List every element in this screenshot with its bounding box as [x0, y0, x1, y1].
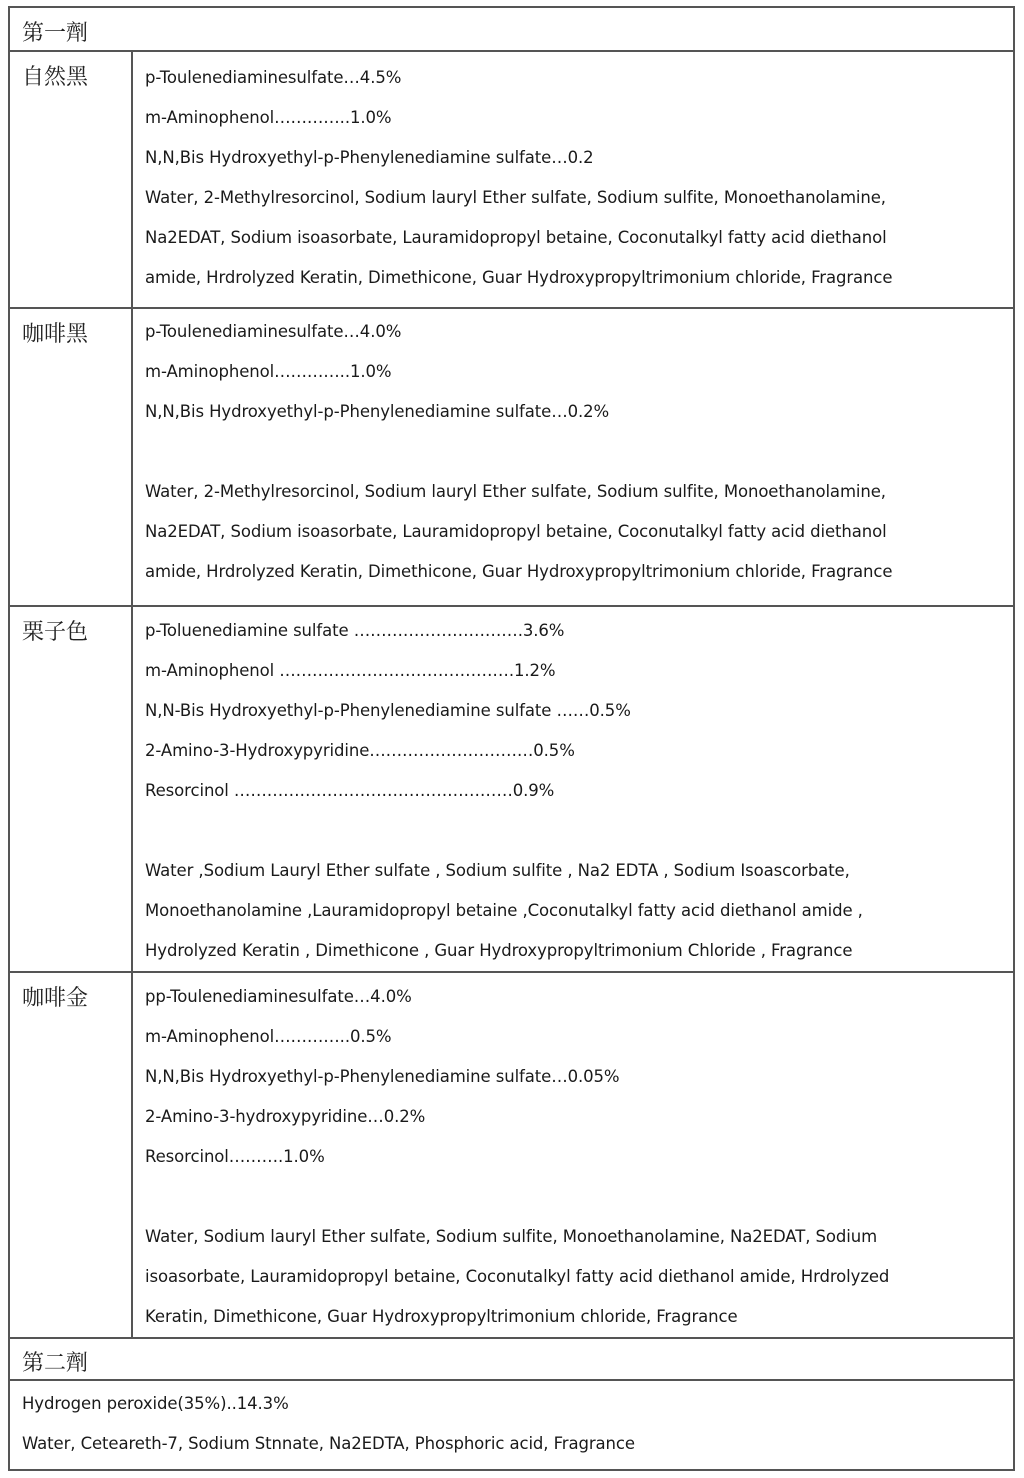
product-name: 咖啡黑	[22, 322, 89, 347]
ingredient-line: m-Aminophenol…………..1.0%	[145, 362, 392, 381]
ingredient-line: amide, Hrdrolyzed Keratin, Dimethicone, Guar Hydroxypropyltrimonium chloride, Fragrance	[145, 268, 893, 287]
product-row	[10, 973, 1013, 1339]
column-divider	[131, 973, 133, 1337]
product-row	[10, 607, 1013, 973]
ingredient-list	[145, 58, 993, 298]
ingredient-line: N,N,Bis Hydroxyethyl-p-Phenylenediamine sulfate…0.2	[145, 148, 594, 167]
ingredient-line: Resorcinol……….1.0%	[145, 1147, 325, 1166]
ingredient-line: N,N,Bis Hydroxyethyl-p-Phenylenediamine sulfate…0.05%	[145, 1067, 620, 1086]
section2-title: 第二劑	[22, 1351, 89, 1376]
section1-title: 第一劑	[22, 21, 89, 46]
section2-header	[10, 1339, 1013, 1381]
ingredient-line: N,N-Bis Hydroxyethyl-p-Phenylenediamine sulfate ……0.5%	[145, 701, 631, 720]
ingredient-line: Monoethanolamine ,Lauramidopropyl betaine ,Coconutalkyl fatty acid diethanol amide ,	[145, 901, 863, 920]
ingredient-line: Water ,Sodium Lauryl Ether sulfate , Sodium sulfite , Na2 EDTA , Sodium Isoascorbate,	[145, 861, 850, 880]
ingredient-line: Na2EDAT, Sodium isoasorbate, Lauramidopropyl betaine, Coconutalkyl fatty acid diethanol	[145, 522, 887, 541]
ingredient-line: p-Toluenediamine sulfate ………………………….3.6%	[145, 621, 565, 640]
ingredient-list	[145, 611, 993, 971]
ingredient-line: Water, 2-Methylresorcinol, Sodium lauryl Ether sulfate, Sodium sulfite, Monoethanolamine,	[145, 188, 886, 207]
section2-ingredient-list	[22, 1384, 993, 1464]
ingredient-line: Na2EDAT, Sodium isoasorbate, Lauramidopropyl betaine, Coconutalkyl fatty acid diethanol	[145, 228, 887, 247]
ingredient-line: m-Aminophenol …………………………………….1.2%	[145, 661, 556, 680]
section1-header	[10, 8, 1013, 52]
product-row	[10, 309, 1013, 607]
ingredient-list	[145, 312, 993, 592]
column-divider	[131, 607, 133, 971]
blank-line	[145, 432, 993, 472]
ingredient-line: amide, Hrdrolyzed Keratin, Dimethicone, Guar Hydroxypropyltrimonium chloride, Fragrance	[145, 562, 893, 581]
ingredient-line: Hydrogen peroxide(35%)..14.3%	[22, 1394, 289, 1413]
column-divider	[131, 52, 133, 307]
ingredient-list	[145, 977, 993, 1337]
ingredient-line: 2-Amino-3-hydroxypyridine…0.2%	[145, 1107, 426, 1126]
product-row	[10, 52, 1013, 309]
ingredient-line: Hydrolyzed Keratin , Dimethicone , Guar Hydroxypropyltrimonium Chloride , Fragrance	[145, 941, 853, 960]
ingredient-line: Water, 2-Methylresorcinol, Sodium lauryl Ether sulfate, Sodium sulfite, Monoethanolamine,	[145, 482, 886, 501]
product-name: 栗子色	[22, 620, 89, 645]
product-name: 自然黑	[22, 65, 89, 90]
ingredient-line: Water, Sodium lauryl Ether sulfate, Sodium sulfite, Monoethanolamine, Na2EDAT, Sodium	[145, 1227, 878, 1246]
ingredient-line: p-Toulenediaminesulfate…4.0%	[145, 322, 402, 341]
ingredient-line: 2-Amino-3-Hydroxypyridine…………………………0.5%	[145, 741, 575, 760]
column-divider	[131, 309, 133, 605]
ingredient-line: isoasorbate, Lauramidopropyl betaine, Coconutalkyl fatty acid diethanol amide, Hrdrolyzed	[145, 1267, 890, 1286]
blank-line	[145, 1177, 993, 1217]
blank-line	[145, 811, 993, 851]
ingredient-line: N,N,Bis Hydroxyethyl-p-Phenylenediamine sulfate…0.2%	[145, 402, 610, 421]
ingredient-table	[8, 6, 1015, 1471]
ingredient-line: pp-Toulenediaminesulfate…4.0%	[145, 987, 412, 1006]
ingredient-line: p-Toulenediaminesulfate…4.5%	[145, 68, 402, 87]
ingredient-line: Water, Ceteareth-7, Sodium Stnnate, Na2EDTA, Phosphoric acid, Fragrance	[22, 1434, 635, 1453]
ingredient-line: Resorcinol ……………………………………………0.9%	[145, 781, 555, 800]
ingredient-line: Keratin, Dimethicone, Guar Hydroxypropyltrimonium chloride, Fragrance	[145, 1307, 738, 1326]
ingredient-line: m-Aminophenol…………..1.0%	[145, 108, 392, 127]
ingredient-line: m-Aminophenol…………..0.5%	[145, 1027, 392, 1046]
product-name: 咖啡金	[22, 986, 89, 1011]
